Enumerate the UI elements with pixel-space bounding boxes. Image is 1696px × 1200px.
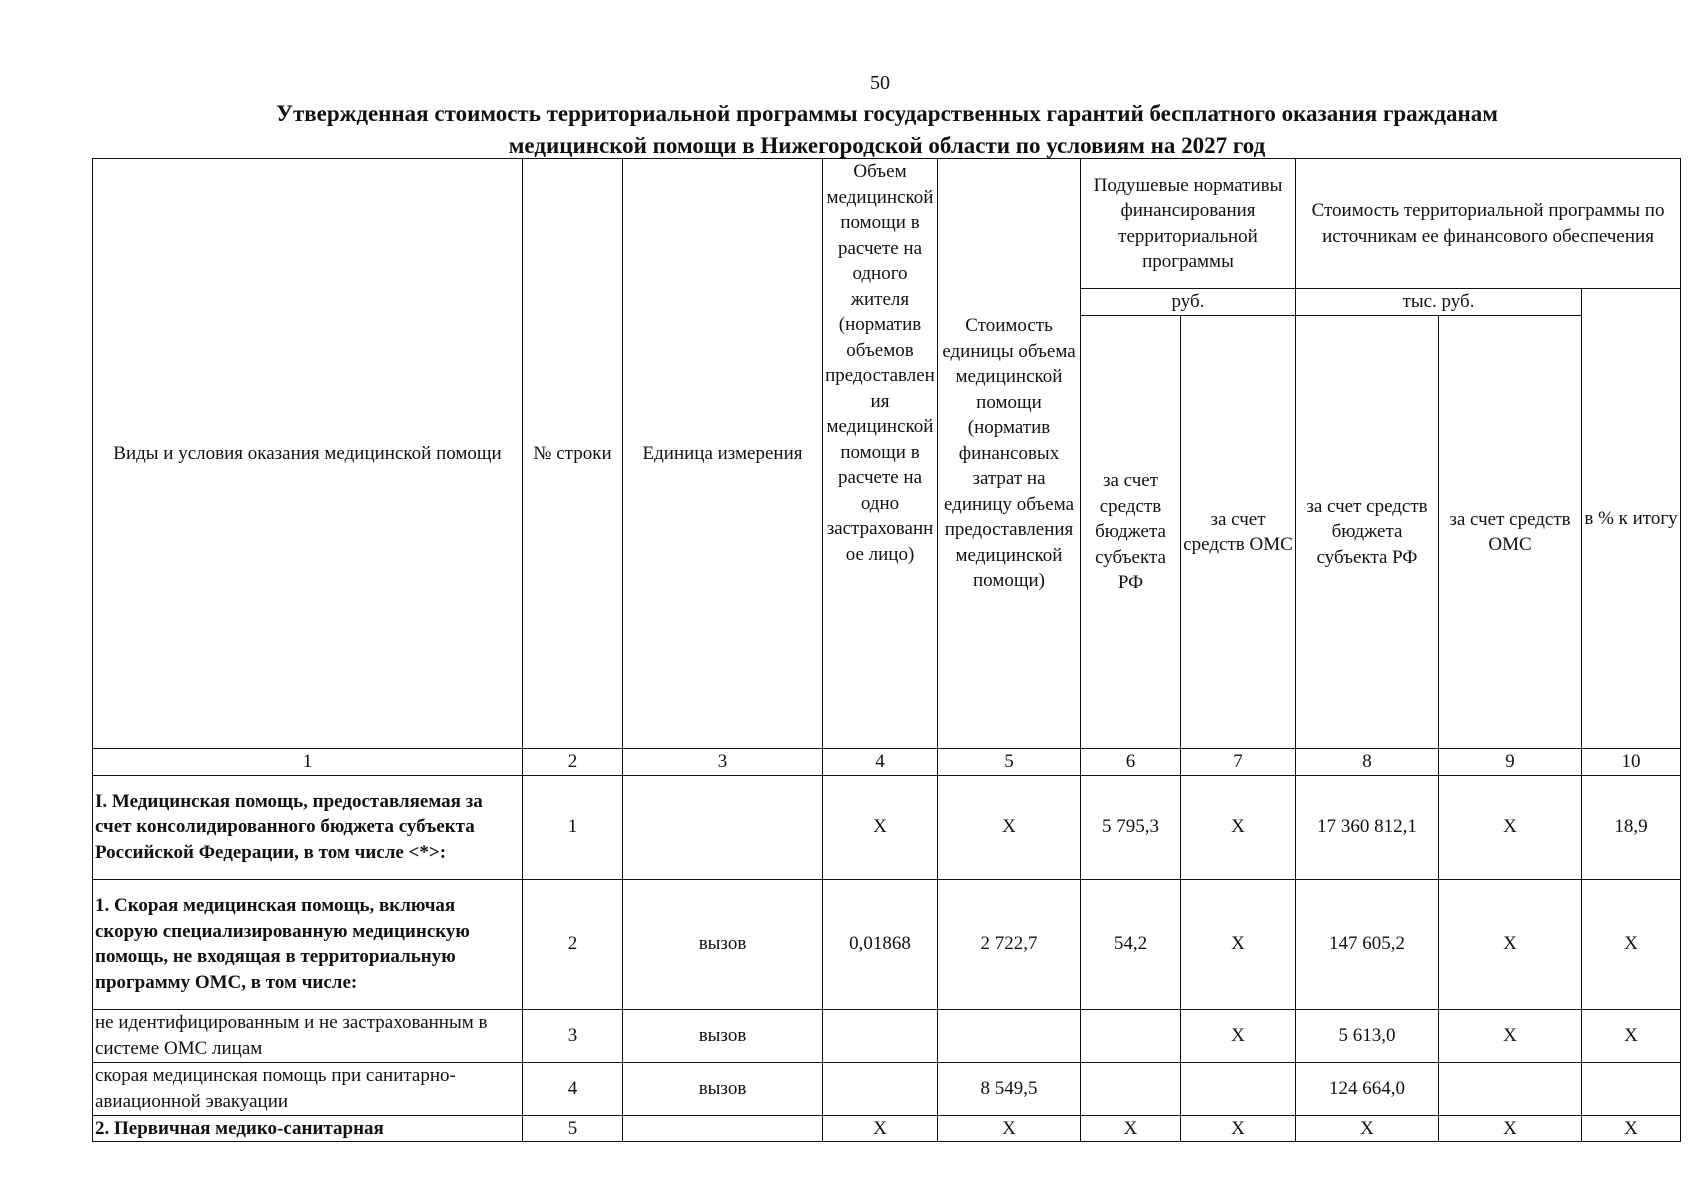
row-cost-budget: 147 605,2 <box>1296 879 1439 1009</box>
column-number: 10 <box>1582 749 1681 776</box>
row-unit <box>623 775 823 879</box>
row-pc-budget: 54,2 <box>1081 879 1181 1009</box>
row-cost-oms: Х <box>1439 879 1582 1009</box>
header-row-1 <box>93 159 1681 289</box>
header-col-2: № строки <box>523 159 623 749</box>
column-number: 2 <box>523 749 623 776</box>
header-group-per-capita: Подушевые нормативы финансирования территориальной программы <box>1081 159 1296 289</box>
row-cost-budget: 5 613,0 <box>1296 1009 1439 1062</box>
column-number: 3 <box>623 749 823 776</box>
row-number: 1 <box>523 775 623 879</box>
header-col-1: Виды и условия оказания медицинской помощи <box>93 159 523 749</box>
column-number: 4 <box>823 749 938 776</box>
row-cost-budget: 124 664,0 <box>1296 1062 1439 1115</box>
row-pc-oms: Х <box>1181 775 1296 879</box>
row-pc-oms: Х <box>1181 1115 1296 1142</box>
header-col-6: за счет средств бюджета субъекта РФ <box>1081 316 1181 749</box>
row-volume <box>823 1062 938 1115</box>
row-unit <box>623 1115 823 1142</box>
row-number: 2 <box>523 879 623 1009</box>
header-unit-thousand-rub: тыс. руб. <box>1296 289 1582 316</box>
row-unit-cost: Х <box>938 775 1081 879</box>
row-unit: вызов <box>623 1062 823 1115</box>
row-unit-cost: Х <box>938 1115 1081 1142</box>
row-volume: Х <box>823 1115 938 1142</box>
row-pc-oms <box>1181 1062 1296 1115</box>
header-col-9: за счет средств ОМС <box>1439 316 1582 749</box>
row-percent: 18,9 <box>1582 775 1681 879</box>
column-numbers-row <box>93 749 1681 776</box>
row-cost-oms <box>1439 1062 1582 1115</box>
row-cost-budget: 17 360 812,1 <box>1296 775 1439 879</box>
row-percent <box>1582 1062 1681 1115</box>
header-col-8: за счет средств бюджета субъекта РФ <box>1296 316 1439 749</box>
column-number: 8 <box>1296 749 1439 776</box>
title-line-2: медицинской помощи в Нижегородской области по условиям на 2027 год <box>508 133 1266 158</box>
column-number: 9 <box>1439 749 1582 776</box>
page-title <box>92 98 1682 162</box>
column-number: 1 <box>93 749 523 776</box>
row-cost-budget: Х <box>1296 1115 1439 1142</box>
page-number: 50 <box>870 72 890 94</box>
header-col-7: за счет средств ОМС <box>1181 316 1296 749</box>
table-row <box>93 775 1681 879</box>
table-row <box>93 879 1681 1009</box>
row-pc-budget <box>1081 1062 1181 1115</box>
header-col-5: Стоимость единицы объема медицинской помощи (норматив финансовых затрат на единицу объема предоставления медицинской помощи) <box>938 159 1081 749</box>
header-col-4: Объем медицинской помощи в расчете на одного жителя (норматив объемов предоставления медицинской помощи в расчете на одно застрахованное лицо) <box>823 159 938 749</box>
row-pc-budget <box>1081 1009 1181 1062</box>
row-name: I. Медицинская помощь, предоставляемая за счет консолидированного бюджета субъекта Российской Федерации, в том числе <*>: <box>93 775 523 879</box>
row-number: 5 <box>523 1115 623 1142</box>
row-unit: вызов <box>623 1009 823 1062</box>
table-row <box>93 1062 1681 1115</box>
header-col-10: в % к итогу <box>1582 289 1681 749</box>
row-pc-oms: Х <box>1181 879 1296 1009</box>
row-volume <box>823 1009 938 1062</box>
header-col-3: Единица измерения <box>623 159 823 749</box>
row-cost-oms: Х <box>1439 1009 1582 1062</box>
row-cost-oms: Х <box>1439 1115 1582 1142</box>
row-pc-oms: Х <box>1181 1009 1296 1062</box>
row-name: 2. Первичная медико-санитарная <box>93 1115 523 1142</box>
table-row <box>93 1115 1681 1142</box>
cost-table <box>92 158 1681 1142</box>
header-unit-rub: руб. <box>1081 289 1296 316</box>
row-number: 3 <box>523 1009 623 1062</box>
row-pc-budget: Х <box>1081 1115 1181 1142</box>
row-unit-cost <box>938 1009 1081 1062</box>
column-number: 5 <box>938 749 1081 776</box>
row-name: скорая медицинская помощь при санитарно-авиационной эвакуации <box>93 1062 523 1115</box>
row-percent: Х <box>1582 879 1681 1009</box>
row-percent: Х <box>1582 1009 1681 1062</box>
row-percent: Х <box>1582 1115 1681 1142</box>
row-unit: вызов <box>623 879 823 1009</box>
row-name: 1. Скорая медицинская помощь, включая скорую специализированную медицинскую помощь, не входящая в территориальную программу ОМС, в том числе: <box>93 879 523 1009</box>
column-number: 6 <box>1081 749 1181 776</box>
title-line-1: Утвержденная стоимость территориальной программы государственных гарантий бесплатного оказания гражданам <box>276 101 1498 126</box>
row-name: не идентифицированным и не застрахованным в системе ОМС лицам <box>93 1009 523 1062</box>
row-unit-cost: 8 549,5 <box>938 1062 1081 1115</box>
row-number: 4 <box>523 1062 623 1115</box>
row-cost-oms: Х <box>1439 775 1582 879</box>
header-group-cost: Стоимость территориальной программы по источникам ее финансового обеспечения <box>1296 159 1681 289</box>
row-volume: Х <box>823 775 938 879</box>
row-unit-cost: 2 722,7 <box>938 879 1081 1009</box>
row-volume: 0,01868 <box>823 879 938 1009</box>
table-row <box>93 1009 1681 1062</box>
row-pc-budget: 5 795,3 <box>1081 775 1181 879</box>
column-number: 7 <box>1181 749 1296 776</box>
